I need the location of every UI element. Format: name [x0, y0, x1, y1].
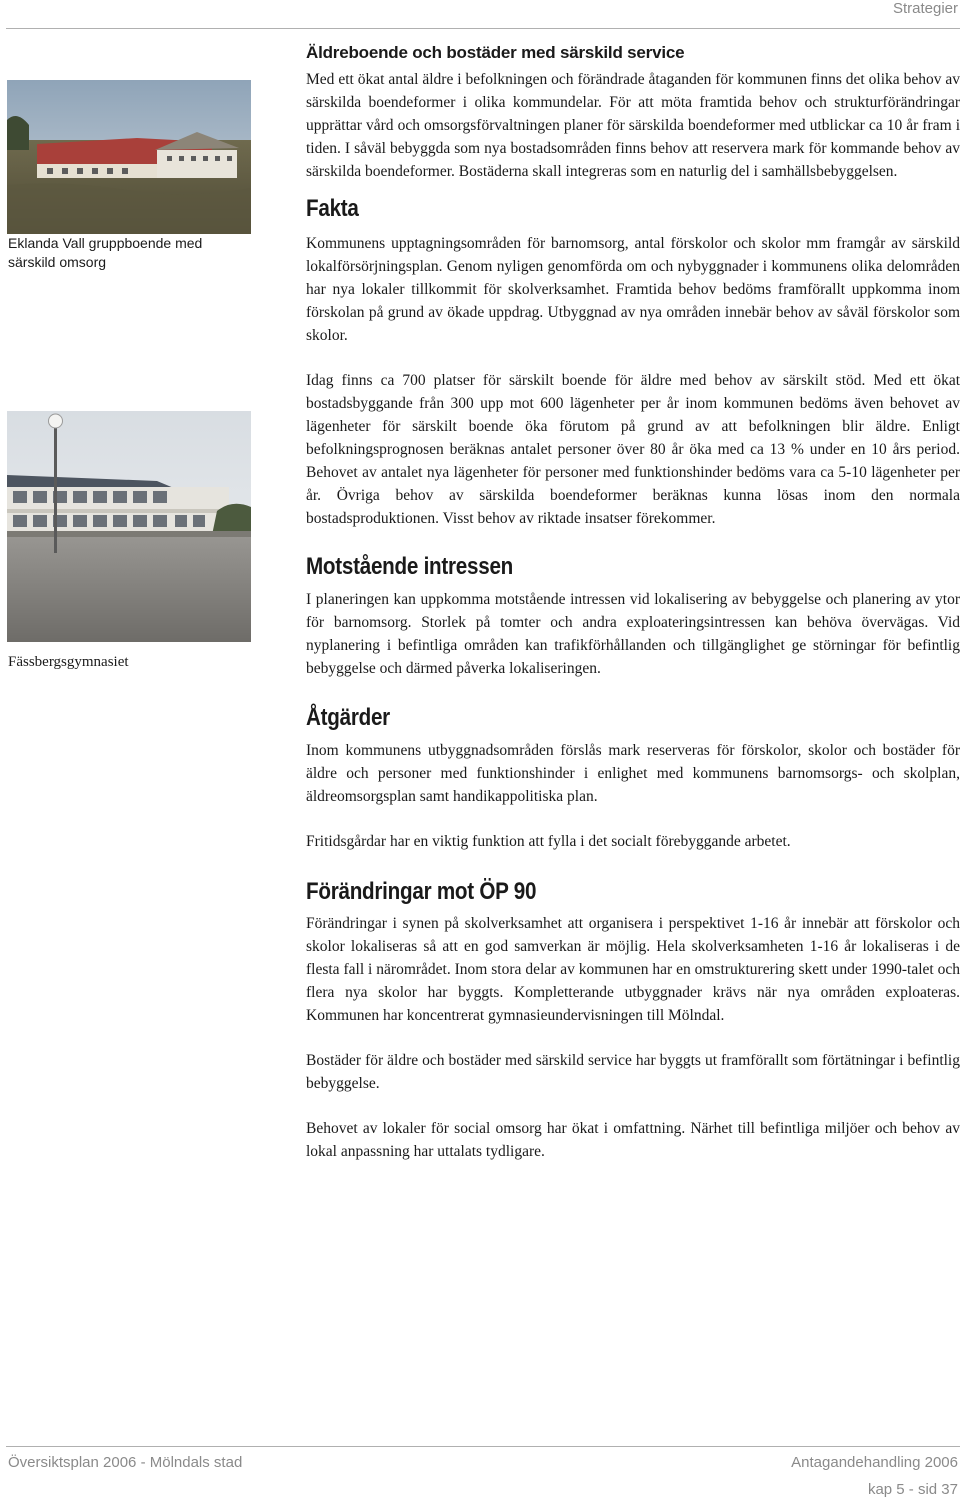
section-heading-aldreboende: Äldreboende och bostäder med särskild service	[306, 43, 685, 62]
paragraph-aldreboende: Med ett ökat antal äldre i befolkningen och förändrade åtaganden för kommunen finns det olika behov av särskilda boendeformer i olika kommundelar. För att möta framtida behov och strukturförändringar upprättar vård och omsorgsförvaltningen planer för särskilda boendeformer med utblickar ca 10 år fram i tiden. I såväl bebyggda som nya bostadsområden finns behov att reservera mark för kommande behov av särskilda boendeformer. Bostäderna skall integreras som en naturlig del i samhällsbebyggelsen.	[306, 71, 960, 180]
page-number: kap 5 - sid 37	[867, 1481, 958, 1498]
paragraph-fakta-2: Idag finns ca 700 platser för särskilt boende för äldre med behov av särskilt stöd. Med ett ökat bostadsbyggande från 300 upp mot 600 lägenheter per år inom kommunen bedöms även behovet av lägenheter för särskilt boende öka förutom på grund av att befolkningen blir äldre. Enligt befolkningsprognosen beräknas antalet personer över 80 år öka med ca 13 % under en 10 års period. Behovet av antalet nya lägenheter för personer med funktionshinder bedöms vara ca 5-10 lägenheter per år. Övriga behov av särskilda boendeformer beräknas kunna lösas inom den normala bostadsproduktionen. Visst behov av riktade insatser förekommer.	[306, 372, 960, 527]
footer-document-status: Antagandehandling 2006	[791, 1454, 958, 1471]
paragraph-motstaende: I planeringen kan uppkomma motstående intressen vid lokalisering av bebyggelse och planering av ytor för barnomsorg. Storlek på tomter och andra exploateringsintressen kan behöva övervägas. Vid nyplanering i befintliga områden kan trafikförhållanden och tillgänglighet ge störningar för befintlig bebyggelse och därmed påverka lokaliseringen.	[306, 591, 960, 677]
housing-photo	[7, 80, 251, 234]
footer-divider	[6, 1446, 960, 1447]
school-photo-caption: Fässbergsgymnasiet	[8, 654, 129, 670]
paragraph-atgarder-2: Fritidsgårdar har en viktig funktion att fylla i det socialt förebyggande arbetet.	[306, 833, 791, 850]
footer-document-title: Översiktsplan 2006 - Mölndals stad	[8, 1454, 243, 1471]
paragraph-forandringar-3: Behovet av lokaler för social omsorg har ökat i omfattning. Närhet till befintliga miljöer och behov av lokal anpassning har uttalats tydligare.	[306, 1120, 960, 1160]
section-label: Strategier	[892, 0, 958, 17]
section-heading-fakta: Fakta	[306, 195, 359, 222]
paragraph-fakta-1: Kommunens upptagningsområden för barnomsorg, antal förskolor och skolor mm framgår av särskild lokalförsörjningsplan. Genom nyligen genomförda om och nybyggnader i kommunens olika delområden har nya lokaler tillkommit för skolverksamhet. Framtida behov bedöms framförallt uppkomma inom förskolan på grund av ökade uppdrag. Utbyggnad av nya områden innebär behov av såväl förskolor som skolor.	[306, 235, 960, 344]
paragraph-forandringar-2: Bostäder för äldre och bostäder med särskild service har byggts ut framförallt som förtätningar i befintlig bebyggelse.	[306, 1052, 960, 1092]
school-photo	[7, 411, 251, 642]
section-heading-forandringar: Förändringar mot ÖP 90	[306, 878, 537, 905]
main-content	[306, 42, 960, 1163]
paragraph-atgarder-1: Inom kommunens utbyggnadsområden förslås mark reserveras för förskolor, skolor och bostäder för äldre och personer med funktionshinder i enlighet med kommunens barnomsorgs- och skolplan, äldreomsorgsplan samt handikappolitiska plan.	[306, 742, 960, 805]
section-heading-atgarder: Åtgärder	[306, 704, 390, 731]
paragraph-forandringar-1: Förändringar i synen på skolverksamhet att organisera i perspektivet 1-16 år innebär att förskolor och skolor lokaliseras så att en god samverkan är möjlig. Hela skolverksamheten 1-16 år lokaliseras i de flesta fall i närområdet. Inom stora delar av kommunen har en omstrukturering skett under 1990-talet och flera nya skolor har byggts. Kompletterande utbyggnader krävs när nya områden exploateras. Kommunen har koncentrerat gymnasieundervisningen till Mölndal.	[306, 915, 960, 1024]
section-heading-motstaende: Motstående intressen	[306, 553, 514, 580]
housing-photo-caption: Eklanda Vall gruppboende med särskild omsorg	[8, 235, 203, 270]
header-divider	[6, 28, 960, 29]
